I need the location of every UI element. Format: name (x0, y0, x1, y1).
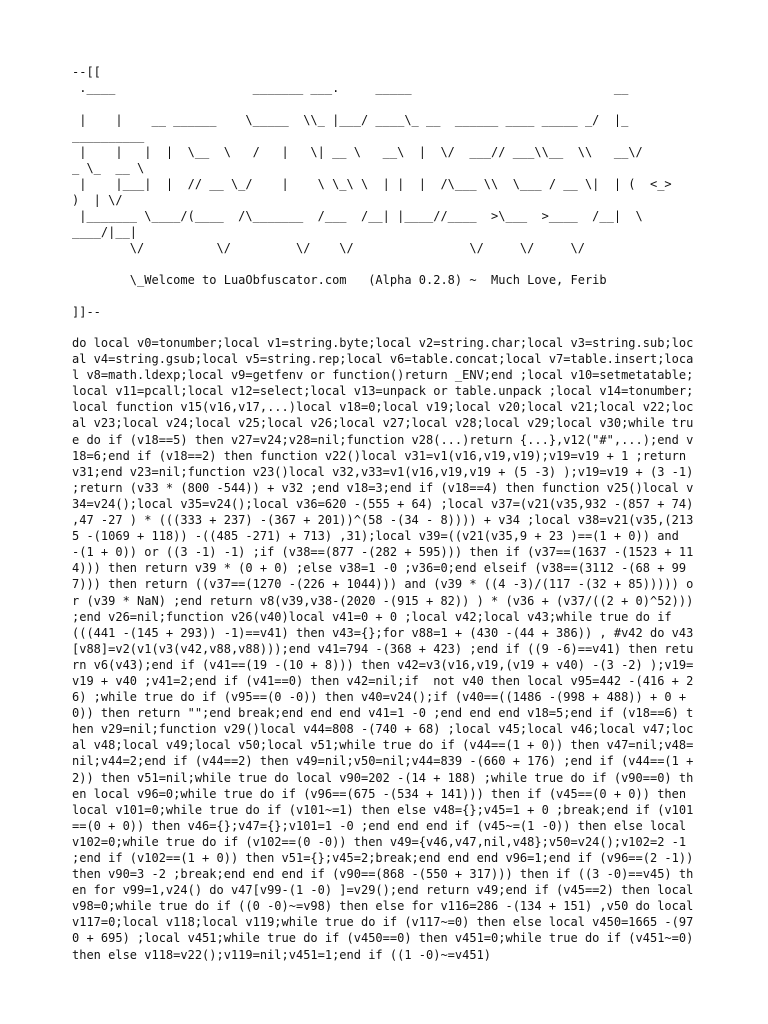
banner-line: ) | \/ (72, 193, 123, 207)
banner-line: | | __ ______ \_____ \\_ |___/ ____\_ __ ______ ____ _____ _/ |_ (72, 113, 629, 127)
banner-line: |_______ \____/(____ /\_______ /___ /__| |____//____ >\___ >____ /__| \ (72, 209, 643, 223)
document-page (72, 64, 701, 963)
code-body: do local v0=tonumber;local v1=string.byte;local v2=string.char;local v3=string.sub;local v4=string.gsub;local v5=string.rep;local v6=table.concat;local v7=table.insert;local v8=math.ldexp;local v9=getfenv or function()return _ENV;end ;local v10=setmetatable;local v11=pcall;local v12=select;local v13=unpack or table.unpack ;local v14=tonumber;local function v15(v16,v17,...)local v18=0;local v19;local v20;local v21;local v22;local v23;local v24;local v25;local v26;local v27;local v28;local v29;local v30;while true do if (v18==5) then v27=v24;v28=nil;function v28(...)return {...},v12("#",...);end v18=6;end if (v18==2) then function v22()local v31=v1(v16,v19,v19);v19=v19 + 1 ;return v31;end v23=nil;function v23()local v32,v33=v1(v16,v19,v19 + (5 -3) );v19=v19 + (3 -1) ;return (v33 * (800 -544)) + v32 ;end v18=3;end if (v18==4) then function v25()local v34=v24();local v35=v24();local v36=620 -(555 + 64) ;local v37=(v21(v35,932 -(857 + 74) ,47 -27 ) * (((333 + 237) -(367 + 201))^(58 -(34 - 8)))) + v34 ;local v38=v21(v35,(2135 -(1069 + 118)) -((485 -271) + 713) ,31);local v39=((v21(v35,9 + 23 )==(1 + 0)) and -(1 + 0)) or ((3 -1) -1) ;if (v38==(877 -(282 + 595))) then if (v37==(1637 -(1523 + 114))) then return v39 * (0 + 0) ;else v38=1 -0 ;v36=0;end elseif (v38==(3112 -(68 + 997))) then return ((v37==(1270 -(226 + 1044))) and (v39 * ((4 -3)/(117 -(32 + 85))))) or (v39 * NaN) ;end return v8(v39,v38-(2020 -(915 + 82)) ) * (v36 + (v37/((2 + 0)^52))) ;end v26=nil;function v26(v40)local v41=0 + 0 ;local v42;local v43;while true do if (((441 -(145 + 293)) -1)==v41) then v43={};for v88=1 + (430 -(44 + 386)) , #v42 do v43[v88]=v2(v1(v3(v42,v88,v88)));end v41=794 -(368 + 423) ;end if ((9 -6)==v41) then return v6(v43);end if (v41==(19 -(10 + 8))) then v42=v3(v16,v19,(v19 + v40) -(3 -2) );v19=v19 + v40 ;v41=2;end if (v41==0) then v42=nil;if not v40 then local v95=442 -(416 + 26) ;while true do if (v95==(0 -0)) then v40=v24();if (v40==((1486 -(998 + 488)) + 0 + 0)) then return "";end break;end end end v41=1 -0 ;end end end v18=5;end if (v18==6) then v29=nil;function v29()local v44=808 -(740 + 68) ;local v45;local v46;local v47;local v48;local v49;local v50;local v51;while true do if (v44==(1 + 0)) then v47=nil;v48=nil;v44=2;end if (v44==2) then v49=nil;v50=nil;v44=839 -(660 + 176) ;end if (v44==(1 + 2)) then v51=nil;while true do local v90=202 -(14 + 188) ;while true do if (v90==0) then local v96=0;while true do if (v96==(675 -(534 + 141))) then if (v45==(0 + 0)) then local v101=0;while true do if (v101~=1) then else v48={};v45=1 + 0 ;break;end if (v101==(0 + 0)) then v46={};v47={};v101=1 -0 ;end end end if (v45~=(1 -0)) then else local v102=0;while true do if (v102==(0 -0)) then v49={v46,v47,nil,v48};v50=v24();v102=2 -1 ;end if (v102==(1 + 0)) then v51={};v45=2;break;end end end v96=1;end if (v96==(2 -1)) then v90=3 -2 ;break;end end end if (v90==(868 -(550 + 317))) then if ((3 -0)==v45) then for v99=1,v24() do v47[v99-(1 -0) ]=v29();end return v49;end if (v45==2) then local v98=0;while true do if ((0 -0)~=v98) then else for v116=286 -(134 + 151) ,v50 do local v117=0;local v118;local v119;while true do if (v117~=0) then else local v450=1665 -(970 + 695) ;local v451;while true do if (v450==0) then v451=0;while true do if (v451~=0) then else v118=v22();v119=nil;v451=1;end if ((1 -0)~=v451) (72, 336, 701, 962)
comment-close: ]]-- (72, 305, 101, 319)
welcome-line: \_Welcome to LuaObfuscator.com (Alpha 0.2.8) ~ Much Love, Ferib (72, 273, 607, 287)
banner-line: | |___| | // __ \_/ | \ \_\ \ | | | /\___ \\ \___ / __ \| | ( <_> (72, 177, 672, 191)
banner-line: | | | | \__ \ / | \| __ \ __\ | \/ ___// ___\\__ \\ __\/ (72, 145, 643, 159)
banner-line: ____/|__| (72, 225, 138, 239)
comment-header (72, 64, 696, 320)
banner-line: .____ _______ ___. _____ __ (72, 81, 629, 95)
comment-open: --[[ (72, 65, 101, 79)
banner-line: __________ (72, 129, 145, 143)
banner-line: _ \_ __ \ (72, 161, 145, 175)
banner-line: \/ \/ \/ \/ \/ \/ \/ (72, 241, 585, 255)
